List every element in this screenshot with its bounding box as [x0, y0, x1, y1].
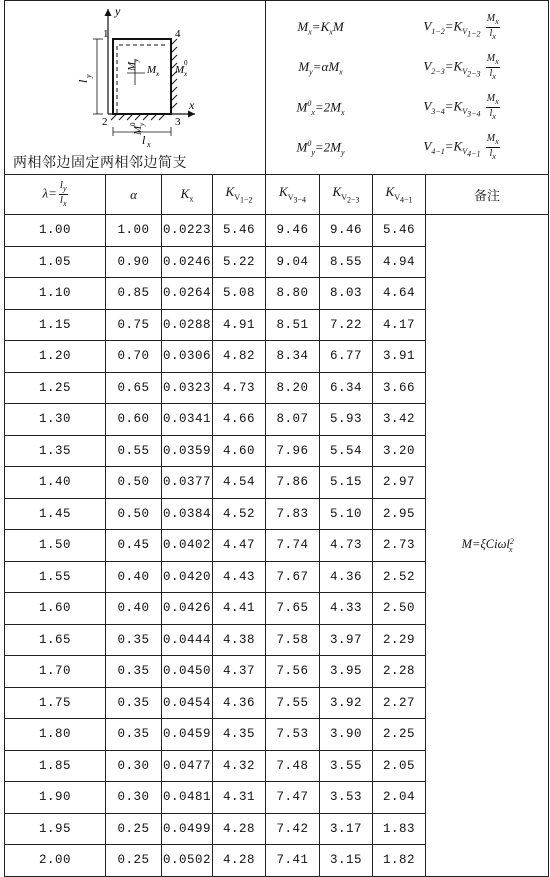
cell-kv23: 3.92 — [320, 687, 373, 719]
cell-kv41: 2.25 — [373, 719, 426, 751]
my0-label — [129, 122, 146, 136]
cell-kv23: 7.22 — [320, 309, 373, 341]
cell-lambda: 1.00 — [5, 215, 106, 247]
cell-kv12: 4.28 — [213, 813, 266, 845]
cell-alpha: 0.40 — [106, 561, 162, 593]
svg-text:x: x — [156, 70, 160, 78]
formula-mx0: $M^0_x=2M_x$ — [296, 98, 345, 117]
cell-lambda: 1.40 — [5, 467, 106, 499]
cell-kv41: 2.95 — [373, 498, 426, 530]
cell-kv23: 8.03 — [320, 278, 373, 310]
cell-alpha: 0.30 — [106, 782, 162, 814]
cell-kv41: 5.46 — [373, 215, 426, 247]
cell-kv41: 2.28 — [373, 656, 426, 688]
cell-kv41: 2.52 — [373, 561, 426, 593]
cell-kv23: 3.15 — [320, 845, 373, 877]
cell-kv34: 8.80 — [266, 278, 320, 310]
cell-lambda: 1.25 — [5, 372, 106, 404]
cell-kv41: 4.94 — [373, 246, 426, 278]
cell-kx: 0.0377 — [162, 467, 213, 499]
cell-kx: 0.0426 — [162, 593, 213, 625]
plate-diagram — [5, 1, 265, 174]
cell-kv12: 4.66 — [213, 404, 266, 436]
cell-kv41: 2.97 — [373, 467, 426, 499]
cell-alpha: 0.70 — [106, 341, 162, 373]
cell-kv12: 4.82 — [213, 341, 266, 373]
cell-kx: 0.0444 — [162, 624, 213, 656]
cell-alpha: 0.75 — [106, 309, 162, 341]
cell-lambda: 1.45 — [5, 498, 106, 530]
svg-text:l: l — [142, 133, 146, 147]
cell-kv23: 6.34 — [320, 372, 373, 404]
cell-kv34: 8.51 — [266, 309, 320, 341]
header-alpha: α — [106, 175, 162, 215]
formula-my: $M_y=\alpha M_x$ — [298, 58, 343, 77]
cell-kv23: 3.53 — [320, 782, 373, 814]
cell-lambda: 1.75 — [5, 687, 106, 719]
cell-kv12: 4.91 — [213, 309, 266, 341]
cell-kv41: 2.73 — [373, 530, 426, 562]
cell-kv34: 7.86 — [266, 467, 320, 499]
cell-kv23: 4.73 — [320, 530, 373, 562]
cell-lambda: 1.35 — [5, 435, 106, 467]
cell-kx: 0.0402 — [162, 530, 213, 562]
cell-kx: 0.0477 — [162, 750, 213, 782]
mx0-label — [174, 59, 188, 78]
svg-text:0: 0 — [184, 59, 188, 67]
cell-lambda: 1.95 — [5, 813, 106, 845]
fixed-edge-dashed — [117, 45, 167, 113]
svg-text:l: l — [76, 79, 90, 83]
cell-lambda: 1.65 — [5, 624, 106, 656]
cell-kv12: 4.37 — [213, 656, 266, 688]
cell-kv34: 7.83 — [266, 498, 320, 530]
cell-lambda: 1.20 — [5, 341, 106, 373]
cell-lambda: 1.30 — [5, 404, 106, 436]
cell-kv41: 3.20 — [373, 435, 426, 467]
cell-lambda: 2.00 — [5, 845, 106, 877]
cell-kx: 0.0450 — [162, 656, 213, 688]
svg-text:M: M — [132, 125, 144, 135]
svg-text:M: M — [147, 64, 157, 76]
cell-kv34: 7.42 — [266, 813, 320, 845]
plate-diagram-cell — [5, 1, 266, 175]
header-kv41: $K_{V_{4-1}}$ — [373, 175, 426, 215]
note-formula: M=ξCiωl — [461, 537, 510, 552]
cell-kv23: 4.33 — [320, 593, 373, 625]
cell-kv12: 4.41 — [213, 593, 266, 625]
cell-kv41: 2.29 — [373, 624, 426, 656]
cell-kv23: 8.55 — [320, 246, 373, 278]
cell-kv23: 5.54 — [320, 435, 373, 467]
cell-kv34: 7.53 — [266, 719, 320, 751]
cell-kv41: 3.42 — [373, 404, 426, 436]
cell-kx: 0.0459 — [162, 719, 213, 751]
corner-label-3: 3 — [175, 116, 181, 128]
cell-kv12: 4.52 — [213, 498, 266, 530]
formula-v34: $V_{3-4}=K_{V_{3-4}}$ $\frac{M_x}{l_x}$ — [423, 93, 499, 121]
cell-alpha: 0.25 — [106, 845, 162, 877]
cell-kx: 0.0306 — [162, 341, 213, 373]
cell-alpha: 1.00 — [106, 215, 162, 247]
svg-text:x: x — [147, 140, 151, 149]
cell-kx: 0.0341 — [162, 404, 213, 436]
svg-text:y: y — [84, 74, 93, 78]
formula-v23: $V_{2-3}=K_{V_{2-3}}$ $\frac{M_x}{l_x}$ — [423, 53, 499, 81]
svg-text:x: x — [184, 70, 188, 78]
ly-label — [76, 74, 93, 83]
cell-kv34: 8.20 — [266, 372, 320, 404]
cell-kv41: 1.83 — [373, 813, 426, 845]
cell-kx: 0.0323 — [162, 372, 213, 404]
cell-kx: 0.0264 — [162, 278, 213, 310]
svg-text:M: M — [126, 61, 138, 71]
cell-kx: 0.0288 — [162, 309, 213, 341]
header-kv12: $K_{V_{1-2}}$ — [213, 175, 266, 215]
table-row — [5, 215, 549, 247]
cell-kx: 0.0481 — [162, 782, 213, 814]
x-axis-label: x — [189, 98, 195, 112]
header-kv23: $K_{V_{2-3}}$ — [320, 175, 373, 215]
cell-alpha: 0.60 — [106, 404, 162, 436]
formula-row — [266, 88, 548, 128]
cell-alpha: 0.50 — [106, 498, 162, 530]
cell-kv12: 4.35 — [213, 719, 266, 751]
cell-kv41: 4.64 — [373, 278, 426, 310]
cell-kv34: 9.46 — [266, 215, 320, 247]
cell-kv23: 3.97 — [320, 624, 373, 656]
svg-text:M: M — [175, 64, 185, 76]
cell-lambda: 1.15 — [5, 309, 106, 341]
cell-kv34: 7.96 — [266, 435, 320, 467]
cell-kv41: 2.05 — [373, 750, 426, 782]
cell-lambda: 1.55 — [5, 561, 106, 593]
cell-lambda: 1.90 — [5, 782, 106, 814]
cell-alpha: 0.90 — [106, 246, 162, 278]
cell-lambda: 1.85 — [5, 750, 106, 782]
corner-label-4: 4 — [175, 28, 181, 40]
header-kx: $K_x$ — [162, 175, 213, 215]
cell-kv34: 7.67 — [266, 561, 320, 593]
cell-kv12: 4.31 — [213, 782, 266, 814]
cell-kx: 0.0502 — [162, 845, 213, 877]
cell-kv41: 2.04 — [373, 782, 426, 814]
cell-lambda: 1.10 — [5, 278, 106, 310]
cell-kv12: 5.08 — [213, 278, 266, 310]
mx-label — [146, 64, 160, 78]
table-body — [5, 215, 549, 877]
formula-list — [266, 8, 548, 168]
svg-text:y: y — [132, 58, 140, 62]
cell-alpha: 0.40 — [106, 593, 162, 625]
cell-kv41: 3.91 — [373, 341, 426, 373]
cell-kv34: 8.07 — [266, 404, 320, 436]
cell-kv12: 4.60 — [213, 435, 266, 467]
cell-alpha: 0.50 — [106, 467, 162, 499]
cell-kv34: 7.55 — [266, 687, 320, 719]
cell-kv23: 9.46 — [320, 215, 373, 247]
cell-alpha: 0.65 — [106, 372, 162, 404]
cell-kx: 0.0384 — [162, 498, 213, 530]
cell-kv34: 7.48 — [266, 750, 320, 782]
cell-kv12: 4.43 — [213, 561, 266, 593]
cell-lambda: 1.70 — [5, 656, 106, 688]
formula-row — [266, 8, 548, 48]
header-kv34: $K_{V_{3-4}}$ — [266, 175, 320, 215]
cell-kx: 0.0246 — [162, 246, 213, 278]
cell-kx: 0.0420 — [162, 561, 213, 593]
cell-kv23: 3.90 — [320, 719, 373, 751]
cell-alpha: 0.35 — [106, 656, 162, 688]
cell-kv12: 5.22 — [213, 246, 266, 278]
plate-outline — [113, 39, 171, 114]
diagram-caption: 两相邻边固定两相邻边简支 — [13, 155, 187, 171]
formula-v41: $V_{4-1}=K_{V_{4-1}}$ $\frac{M_x}{l_x}$ — [423, 133, 499, 161]
cell-alpha: 0.30 — [106, 750, 162, 782]
formula-cell — [266, 1, 549, 175]
cell-kv23: 3.55 — [320, 750, 373, 782]
cell-kv23: 3.17 — [320, 813, 373, 845]
cell-kx: 0.0359 — [162, 435, 213, 467]
cell-kv34: 9.04 — [266, 246, 320, 278]
svg-text:0: 0 — [129, 122, 137, 126]
header-lambda: λ= $\frac{l_y}{l_x}$ — [5, 175, 106, 215]
cell-kv34: 7.41 — [266, 845, 320, 877]
formula-mx: $M_x=K_xM$ — [297, 18, 344, 37]
cell-kv41: 1.82 — [373, 845, 426, 877]
cell-kv23: 5.93 — [320, 404, 373, 436]
corner-label-1: 1 — [103, 28, 109, 40]
cell-kv23: 4.36 — [320, 561, 373, 593]
cell-kv41: 4.17 — [373, 309, 426, 341]
my-label — [126, 58, 140, 72]
cell-kv12: 4.28 — [213, 845, 266, 877]
cell-alpha: 0.45 — [106, 530, 162, 562]
cell-kx: 0.0454 — [162, 687, 213, 719]
cell-kv23: 5.15 — [320, 467, 373, 499]
cell-kv41: 2.27 — [373, 687, 426, 719]
cell-alpha: 0.55 — [106, 435, 162, 467]
cell-kv12: 4.54 — [213, 467, 266, 499]
corner-label-2: 2 — [102, 116, 108, 128]
table-header-row — [5, 175, 549, 215]
cell-kv34: 7.58 — [266, 624, 320, 656]
cell-kv41: 3.66 — [373, 372, 426, 404]
cell-kx: 0.0499 — [162, 813, 213, 845]
cell-kv41: 2.50 — [373, 593, 426, 625]
cell-kv23: 5.10 — [320, 498, 373, 530]
y-axis-label: y — [115, 4, 121, 18]
cell-lambda: 1.50 — [5, 530, 106, 562]
coefficient-table — [4, 0, 549, 877]
cell-kv12: 5.46 — [213, 215, 266, 247]
formula-my0: $M^0_y=2M_y$ — [296, 138, 345, 157]
cell-kv12: 4.38 — [213, 624, 266, 656]
cell-kv34: 7.47 — [266, 782, 320, 814]
formula-v12: $V_{1-2}=K_{V_{1-2}}$ $\frac{M_x}{l_x}$ — [423, 13, 499, 41]
cell-kv23: 3.95 — [320, 656, 373, 688]
cell-alpha: 0.35 — [106, 719, 162, 751]
formula-row — [266, 48, 548, 88]
cell-alpha: 0.35 — [106, 687, 162, 719]
cell-kv12: 4.47 — [213, 530, 266, 562]
header-note: 备注 — [426, 175, 549, 215]
cell-kv23: 6.77 — [320, 341, 373, 373]
cell-kv12: 4.32 — [213, 750, 266, 782]
cell-kv12: 4.36 — [213, 687, 266, 719]
cell-lambda: 1.05 — [5, 246, 106, 278]
cell-kx: 0.0223 — [162, 215, 213, 247]
svg-text:y: y — [138, 122, 146, 126]
cell-kv34: 7.56 — [266, 656, 320, 688]
cell-lambda: 1.60 — [5, 593, 106, 625]
cell-kv34: 7.65 — [266, 593, 320, 625]
cell-alpha: 0.85 — [106, 278, 162, 310]
cell-alpha: 0.35 — [106, 624, 162, 656]
cell-alpha: 0.25 — [106, 813, 162, 845]
formula-row — [266, 128, 548, 168]
note-formula-cell: M=ξCiωl$^2_x$ — [426, 215, 549, 877]
cell-lambda: 1.80 — [5, 719, 106, 751]
cell-kv34: 8.34 — [266, 341, 320, 373]
cell-kv12: 4.73 — [213, 372, 266, 404]
cell-kv34: 7.74 — [266, 530, 320, 562]
